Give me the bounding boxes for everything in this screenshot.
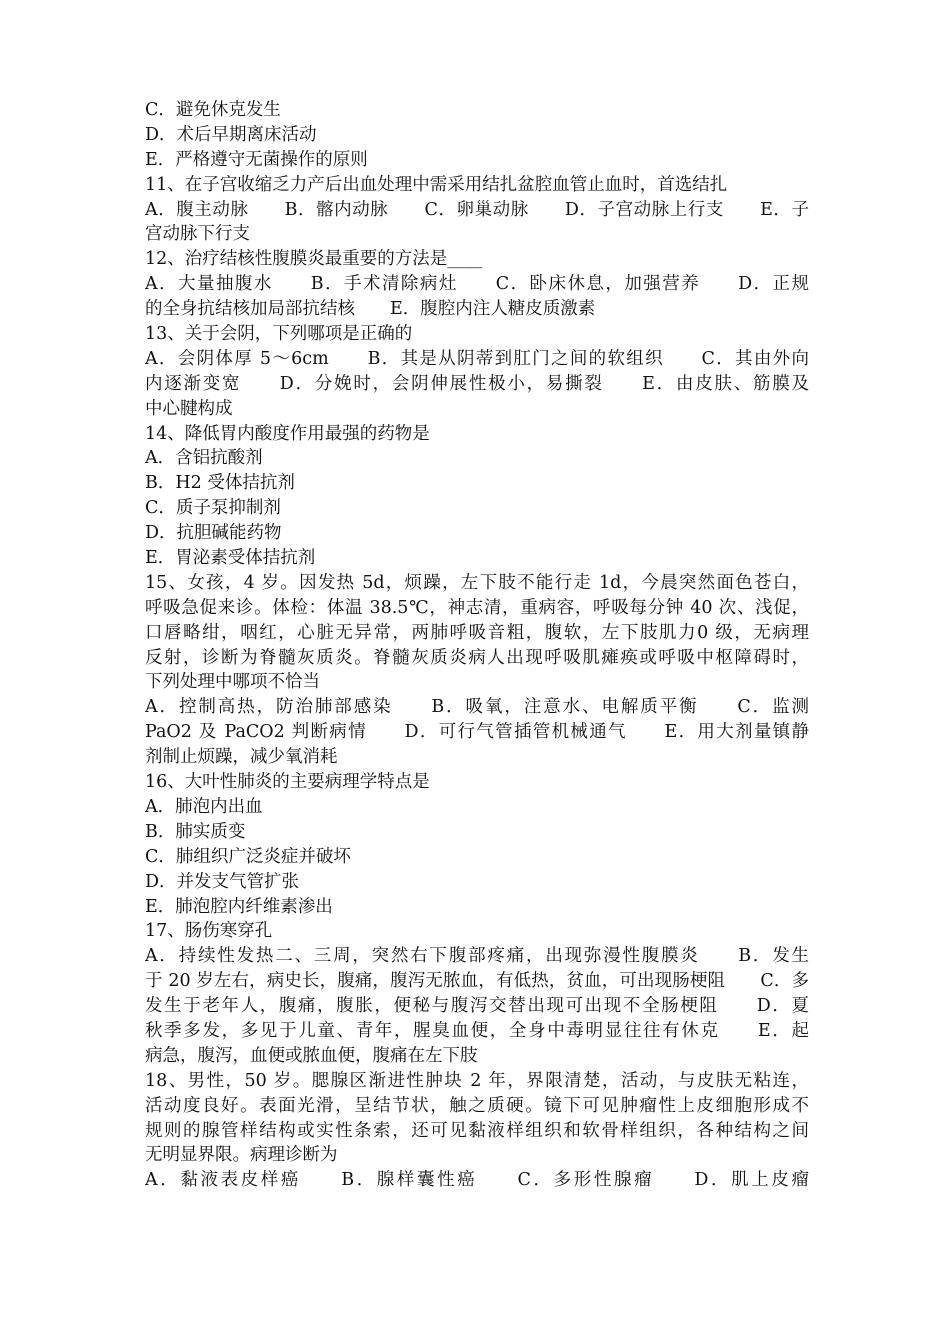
text-line: A．大量抽腹水 B．手术清除病灶 C．卧床休息，加强营养 D．正规 xyxy=(145,274,809,295)
text-line: A．肺泡内出血 xyxy=(145,796,263,817)
text-line: PaO2 及 PaCO2 判断病情 D．可行气管插管机械通气 E．用大剂量镇静 xyxy=(145,722,809,743)
text-line: 17、肠伤寒穿孔 xyxy=(145,921,273,942)
text-line: E．严格遵守无菌操作的原则 xyxy=(145,149,368,170)
text-line: 病急，腹泻，血便或脓血便，腹痛在左下肢 xyxy=(145,1045,478,1066)
text-line: 的全身抗结核加局部抗结核 E．腹腔内注人糖皮质激素 xyxy=(145,299,596,320)
text-line: D．术后早期离床活动 xyxy=(145,124,317,145)
text-line: E．肺泡腔内纤维素渗出 xyxy=(145,896,333,917)
text-line: C．质子泵抑制剂 xyxy=(145,498,281,519)
text-line: 13、关于会阴，下列哪项是正确的 xyxy=(145,324,413,345)
text-line: 18、男性，50 岁。腮腺区渐进性肿块 2 年，界限清楚，活动，与皮肤无粘连， xyxy=(145,1070,809,1091)
text-line: A．控制高热，防治肺部感染 B．吸氧，注意水、电解质平衡 C．监测 xyxy=(145,697,809,718)
text-line: 于 20 岁左右，病史长，腹痛，腹泻无脓血，有低热，贫血，可出现肠梗阻 C．多 xyxy=(145,971,809,992)
text-line: B．肺实质变 xyxy=(145,821,246,842)
text-line: 12、治疗结核性腹膜炎最重要的方法是____ xyxy=(145,249,483,270)
text-line: E．胃泌素受体拮抗剂 xyxy=(145,548,316,569)
text-line: A．含铝抗酸剂 xyxy=(145,448,263,469)
text-line: 口唇略绀，咽红，心脏无异常，两肺呼吸音粗，腹软，左下肢肌力0 级，无病理 xyxy=(145,622,809,643)
text-line: 呼吸急促来诊。体检：体温 38.5℃，神志清，重病容，呼吸每分钟 40 次、浅促， xyxy=(145,597,809,618)
text-line: 11、在子宫收缩乏力产后出血处理中需采用结扎盆腔血管止血时，首选结扎 xyxy=(145,174,728,195)
text-line: 内逐渐变宽 D．分娩时，会阴伸展性极小，易撕裂 E．由皮肤、筋膜及 xyxy=(145,373,809,394)
text-line: 中心腱构成 xyxy=(145,398,233,419)
text-line: C．避免休克发生 xyxy=(145,100,281,120)
text-line: 活动度良好。表面光滑，呈结节状，触之质硬。镜下可见肿瘤性上皮细胞形成不 xyxy=(145,1095,809,1116)
document-body xyxy=(145,98,809,1193)
text-line: 无明显界限。病理诊断为 xyxy=(145,1145,338,1166)
text-line: B．H2 受体拮抗剂 xyxy=(145,473,295,494)
text-line: 15、女孩，4 岁。因发热 5d，烦躁，左下肢不能行走 1d，今晨突然面色苍白， xyxy=(145,572,809,593)
text-line: 秋季多发，多见于儿童、青年，腥臭血便，全身中毒明显往往有休克 E．起 xyxy=(145,1020,809,1041)
text-line: 14、降低胃内酸度作用最强的药物是 xyxy=(145,423,430,444)
text-line: C．肺组织广泛炎症并破坏 xyxy=(145,846,351,867)
text-line: 剂制止烦躁，减少氧消耗 xyxy=(145,747,338,768)
text-line: D．抗胆碱能药物 xyxy=(145,523,282,544)
text-line: A．黏液表皮样癌 B．腺样囊性癌 C．多形性腺瘤 D．肌上皮瘤 xyxy=(145,1170,809,1191)
text-line: 发生于老年人，腹痛，腹胀，便秘与腹泻交替出现可出现不全肠梗阻 D．夏 xyxy=(145,996,809,1017)
text-line: A．持续性发热二、三周，突然右下腹部疼痛，出现弥漫性腹膜炎 B．发生 xyxy=(145,946,809,967)
text-line: 下列处理中哪项不恰当 xyxy=(145,672,320,693)
text-line: 反射，诊断为脊髓灰质炎。脊髓灰质炎病人出现呼吸肌瘫痪或呼吸中枢障碍时， xyxy=(145,647,809,668)
text-line: 规则的腺管样结构或实性条索，还可见黏液样组织和软骨样组织，各种结构之间 xyxy=(145,1120,809,1141)
text-line: A．腹主动脉 B．髂内动脉 C．卵巢动脉 D．子宫动脉上行支 E．子 xyxy=(145,199,809,220)
text-line: 16、大叶性肺炎的主要病理学特点是 xyxy=(145,772,430,793)
text-line: A．会阴体厚 5～6cm B．其是从阴蒂到肛门之间的软组织 C．其由外向 xyxy=(145,348,809,369)
text-line: 宫动脉下行支 xyxy=(145,224,250,245)
text-line: D．并发支气管扩张 xyxy=(145,871,300,892)
